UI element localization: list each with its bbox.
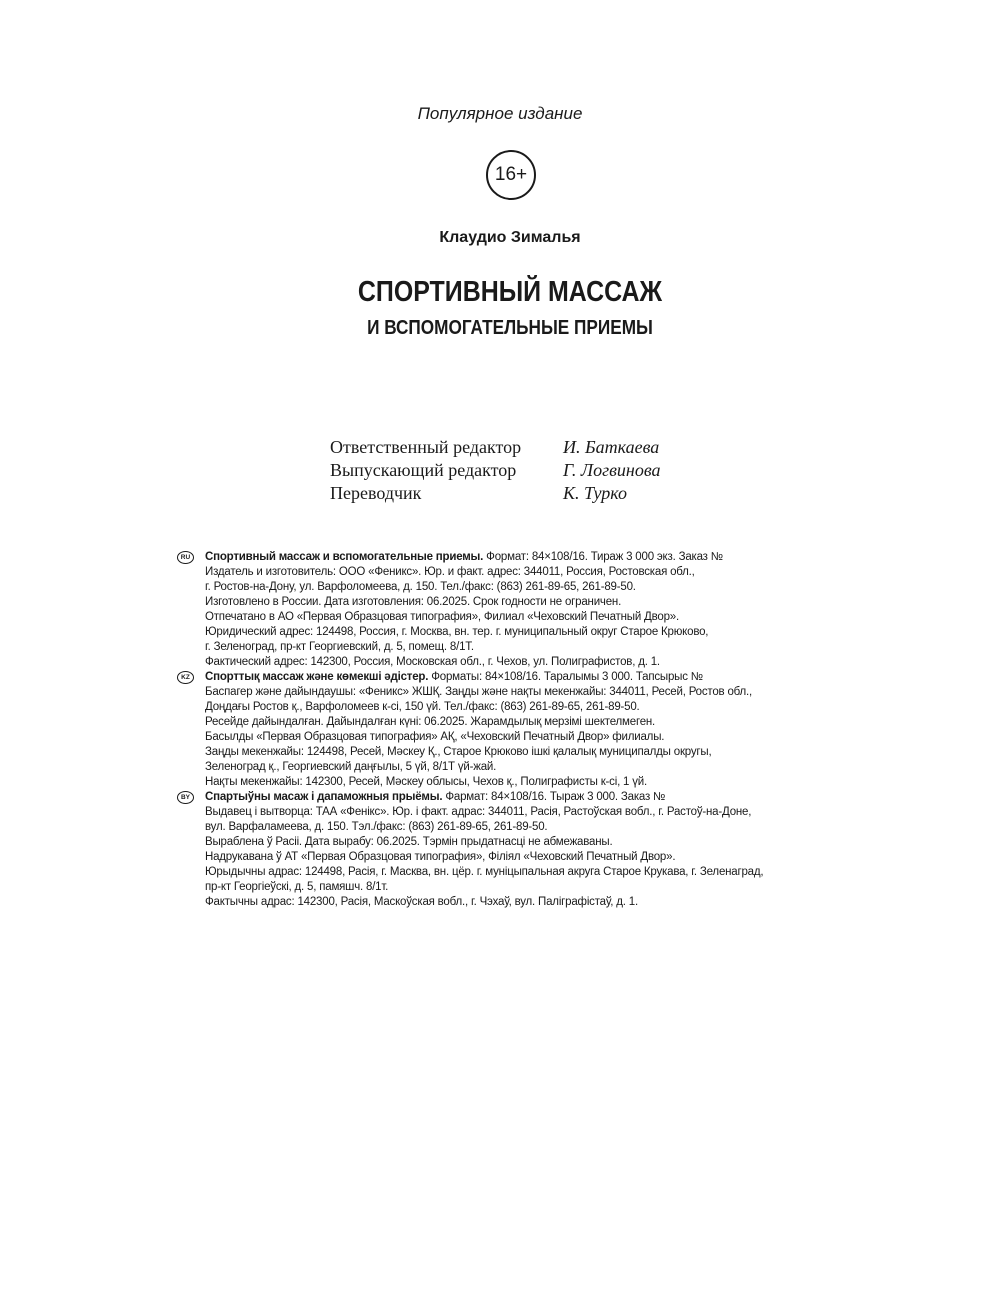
imprint-line: Зеленоград қ., Георгиевский даңғылы, 5 үй, 8/1Т үй-жай. (205, 761, 497, 773)
imprint-line: Доңдағы Ростов қ., Варфоломеев к-сі, 150 үй. Тел./факс: (863) 261-89-65, 261-89-50. (205, 701, 640, 713)
imprint-ru (177, 550, 857, 670)
imprint-text: Фармат: 84×108/16. Тыраж 3 000. Заказ № (442, 791, 666, 803)
imprint-title: Спортивный массаж и вспомогательные приемы. (205, 551, 484, 563)
credit-role: Выпускающий редактор (330, 460, 517, 480)
imprint-line: Изготовлено в России. Дата изготовления: 06.2025. Срок годности не ограничен. (205, 596, 622, 608)
book-title: СПОРТИВНЫЙ МАССАЖ (357, 276, 663, 308)
credit-role: Ответственный редактор (330, 437, 522, 457)
imprint-line: г. Зеленоград, пр-кт Георгиевский, д. 5, помещ. 8/1Т. (205, 641, 474, 653)
imprint-by (177, 790, 857, 910)
imprint-line: Фактический адрес: 142300, Россия, Московская обл., г. Чехов, ул. Полиграфистов, д. 1. (205, 656, 660, 668)
author-name: Клаудио Зималья (439, 229, 581, 246)
imprint-line: Юридический адрес: 124498, Россия, г. Москва, вн. тер. г. муниципальный округ Старое Крюково, (205, 626, 709, 638)
ru-language-icon: RU (177, 551, 194, 564)
imprint-title: Спорттық массаж және көмекші әдістер. (205, 671, 429, 683)
imprint-line (205, 550, 857, 565)
imprint-line: Надрукавана ў АТ «Первая Образцовая типография», Філіял «Чеховский Печатный Двор». (205, 851, 676, 863)
imprint-line: Выраблена ў Расіі. Дата вырабу: 06.2025. Тэрмін прыдатнасці не абмежаваны. (205, 836, 613, 848)
credit-row (330, 459, 661, 482)
imprint-line: Издатель и изготовитель: ООО «Феникс». Юр. и факт. адрес: 344011, Россия, Ростовская обл., (205, 566, 695, 578)
imprint-text: Формат: 84×108/16. Тираж 3 000 экз. Заказ № (483, 551, 723, 563)
credit-role: Переводчик (330, 483, 422, 503)
imprint-line: Выдавец і вытворца: ТАА «Фенікс». Юр. і факт. адрас: 344011, Расія, Растоўская вобл., г. Растоў-на-Доне, (205, 806, 752, 818)
imprint-line: Отпечатано в АО «Первая Образцовая типография», Филиал «Чеховский Печатный Двор». (205, 611, 679, 623)
imprint-text: Форматы: 84×108/16. Таралымы 3 000. Тапсырыс № (428, 671, 703, 683)
imprint-line: г. Ростов-на-Дону, ул. Варфоломеева, д. 150. Тел./факс: (863) 261-89-65, 261-89-50. (205, 581, 636, 593)
imprint-block (177, 550, 857, 910)
kz-language-icon: KZ (177, 671, 194, 684)
imprint-line (205, 670, 857, 685)
credit-name: Г. Логвинова (563, 460, 661, 480)
credit-row (330, 482, 661, 505)
imprint-line: пр-кт Георгіеўскі, д. 5, памяшч. 8/1т. (205, 881, 389, 893)
credit-name: К. Турко (563, 483, 628, 503)
credit-name: И. Баткаева (563, 437, 660, 457)
imprint-title: Спартыўны масаж і дапаможныя прыёмы. (205, 791, 443, 803)
imprint-line: Ресейде дайындалған. Дайындалған күні: 06.2025. Жарамдылық мерзімі шектелмеген. (205, 716, 656, 728)
imprint-line: Басылды «Первая Образцовая типография» АҚ, «Чеховский Печатный Двор» филиалы. (205, 731, 665, 743)
imprint-line: вул. Варфаламеева, д. 150. Тэл./факс: (863) 261-89-65, 261-89-50. (205, 821, 548, 833)
imprint-line: Баспагер және дайындаушы: «Феникс» ЖШҚ. Заңды және нақты мекенжайы: 344011, Ресей, Ростов обл., (205, 686, 753, 698)
edition-label: Популярное издание (417, 104, 583, 123)
imprint-line: Нақты мекенжайы: 142300, Ресей, Мәскеу облысы, Чехов қ., Полиграфисты к-сі, 1 үй. (205, 776, 648, 788)
imprint-line (205, 790, 857, 805)
imprint-kz (177, 670, 857, 790)
age-rating-badge: 16+ (486, 150, 536, 200)
credits-block (330, 436, 661, 505)
imprint-line: Фактычны адрас: 142300, Расія, Маскоўская вобл., г. Чэхаў, вул. Паліграфістаў, д. 1. (205, 896, 638, 908)
credit-row (330, 436, 661, 459)
imprint-line: Юрыдычны адрас: 124498, Расія, г. Масква, вн. цёр. г. муніцыпальная акруга Старое Крукава, г. Зеленаград, (205, 866, 764, 878)
book-subtitle: И ВСПОМОГАТЕЛЬНЫЕ ПРИЕМЫ (367, 317, 653, 339)
imprint-line: Заңды мекенжайы: 124498, Ресей, Мәскеу Қ., Старое Крюково ішкі қалалық муниципалды округы, (205, 746, 712, 758)
by-language-icon: BY (177, 791, 194, 804)
